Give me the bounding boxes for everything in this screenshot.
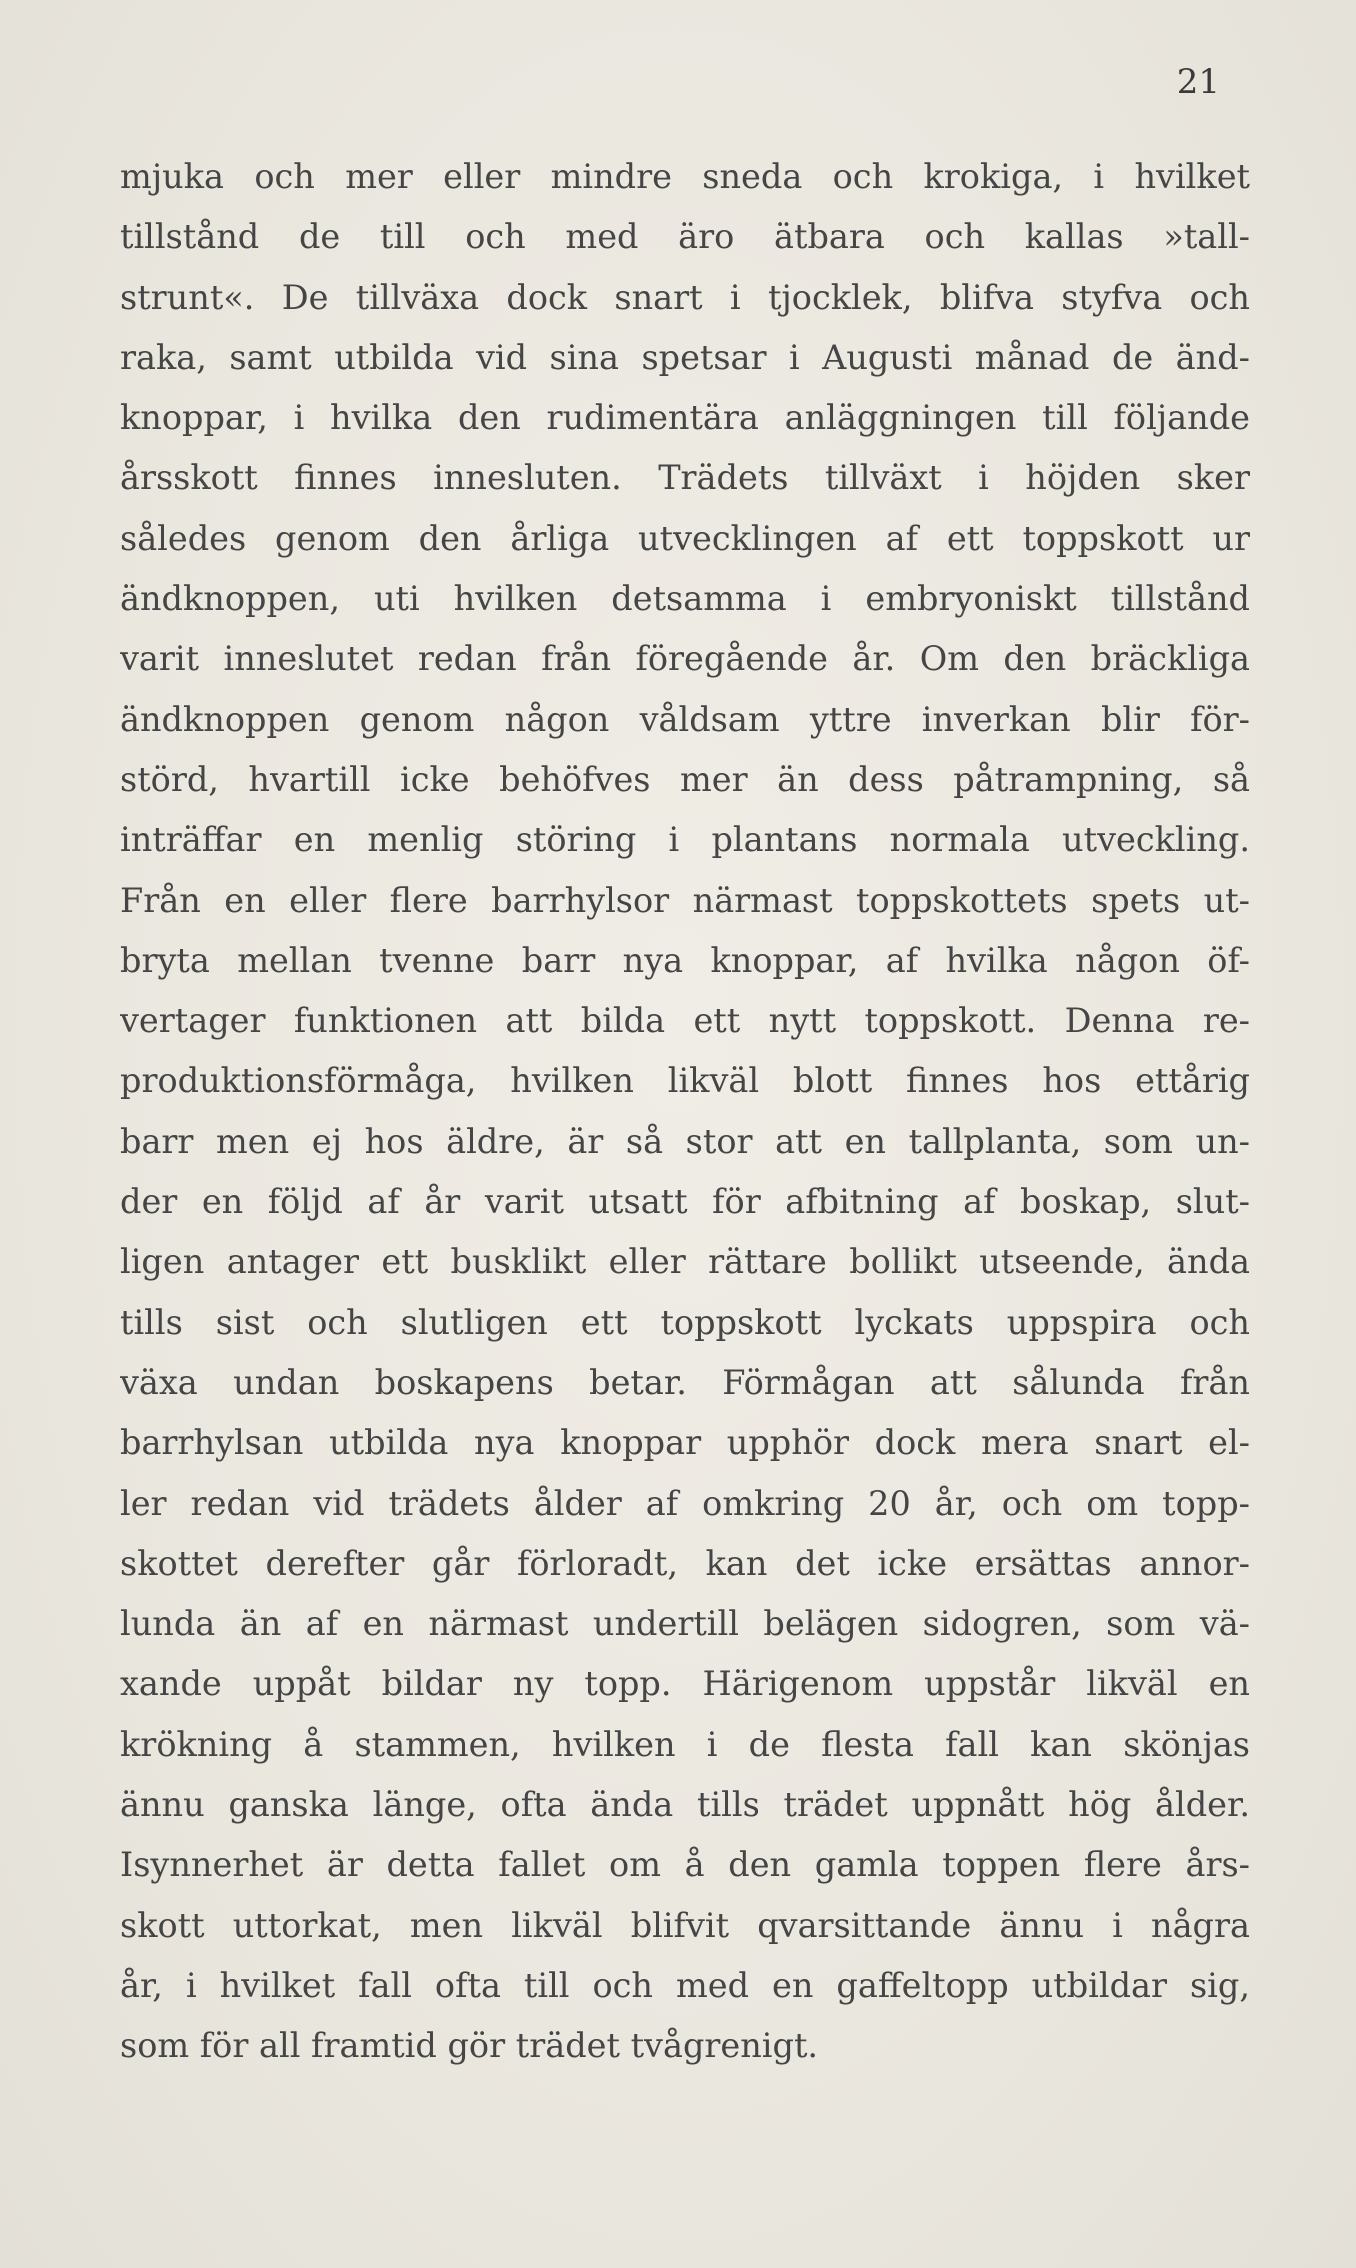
- text-line: Från en eller flere barrhylsor närmast toppskottets spets ut-: [120, 880, 1250, 920]
- body-text: [120, 147, 1250, 2077]
- text-line: ligen antager ett busklikt eller rättare bollikt utseende, ända: [120, 1242, 1250, 1282]
- page-number: 21: [1176, 62, 1220, 102]
- text-line: bryta mellan tvenne barr nya knoppar, af hvilka någon öf-: [120, 940, 1250, 980]
- text-line: skottet derefter går förloradt, kan det icke ersättas annor-: [120, 1543, 1250, 1583]
- text-line: årsskott finnes innesluten. Trädets tillväxt i höjden sker: [120, 458, 1250, 498]
- text-line: år, i hvilket fall ofta till och med en gaffeltopp utbildar sig,: [120, 1965, 1250, 2005]
- text-line: ler redan vid trädets ålder af omkring 20 år, och om topp-: [120, 1483, 1250, 1523]
- text-line: tillstånd de till och med äro ätbara och kallas »tall-: [120, 217, 1250, 257]
- text-line: inträffar en menlig störing i plantans normala utveckling.: [120, 820, 1250, 860]
- text-line: ändknoppen, uti hvilken detsamma i embryoniskt tillstånd: [120, 579, 1250, 619]
- text-line: barr men ej hos äldre, är så stor att en tallplanta, som un-: [120, 1121, 1250, 1161]
- text-line: vertager funktionen att bilda ett nytt toppskott. Denna re-: [120, 1001, 1250, 1041]
- text-line: xande uppåt bildar ny topp. Härigenom uppstår likväl en: [120, 1664, 1250, 1704]
- text-line: mjuka och mer eller mindre sneda och krokiga, i hvilket: [120, 157, 1250, 196]
- text-line: barrhylsan utbilda nya knoppar upphör dock mera snart el-: [120, 1423, 1250, 1463]
- text-line: således genom den årliga utvecklingen af ett toppskott ur: [120, 518, 1250, 558]
- text-line: lunda än af en närmast undertill belägen sidogren, som vä-: [120, 1604, 1250, 1644]
- text-line: der en följd af år varit utsatt för afbitning af boskap, slut-: [120, 1182, 1250, 1222]
- text-line: tills sist och slutligen ett toppskott lyckats uppspira och: [120, 1302, 1250, 1342]
- text-line: raka, samt utbilda vid sina spetsar i Augusti månad de änd-: [120, 337, 1250, 377]
- text-line: produktionsförmåga, hvilken likväl blott finnes hos ettårig: [120, 1061, 1250, 1101]
- text-line: skott uttorkat, men likväl blifvit qvarsittande ännu i några: [120, 1905, 1250, 1945]
- text-line: knoppar, i hvilka den rudimentära anläggningen till följande: [120, 398, 1250, 438]
- text-line: ändknoppen genom någon våldsam yttre inverkan blir för-: [120, 699, 1250, 739]
- text-line: störd, hvartill icke behöfves mer än dess påtrampning, så: [120, 759, 1250, 799]
- text-line: krökning å stammen, hvilken i de flesta fall kan skönjas: [120, 1724, 1250, 1764]
- text-line: Isynnerhet är detta fallet om å den gamla toppen flere års-: [120, 1845, 1250, 1885]
- text-line: ännu ganska länge, ofta ända tills trädet uppnått hög ålder.: [120, 1785, 1250, 1825]
- text-line: som för all framtid gör trädet tvågrenigt.: [120, 2026, 819, 2066]
- text-line: strunt«. De tillväxa dock snart i tjocklek, blifva styfva och: [120, 277, 1250, 317]
- text-line: växa undan boskapens betar. Förmågan att sålunda från: [120, 1362, 1250, 1402]
- text-line: varit inneslutet redan från föregående år. Om den bräckliga: [120, 639, 1250, 679]
